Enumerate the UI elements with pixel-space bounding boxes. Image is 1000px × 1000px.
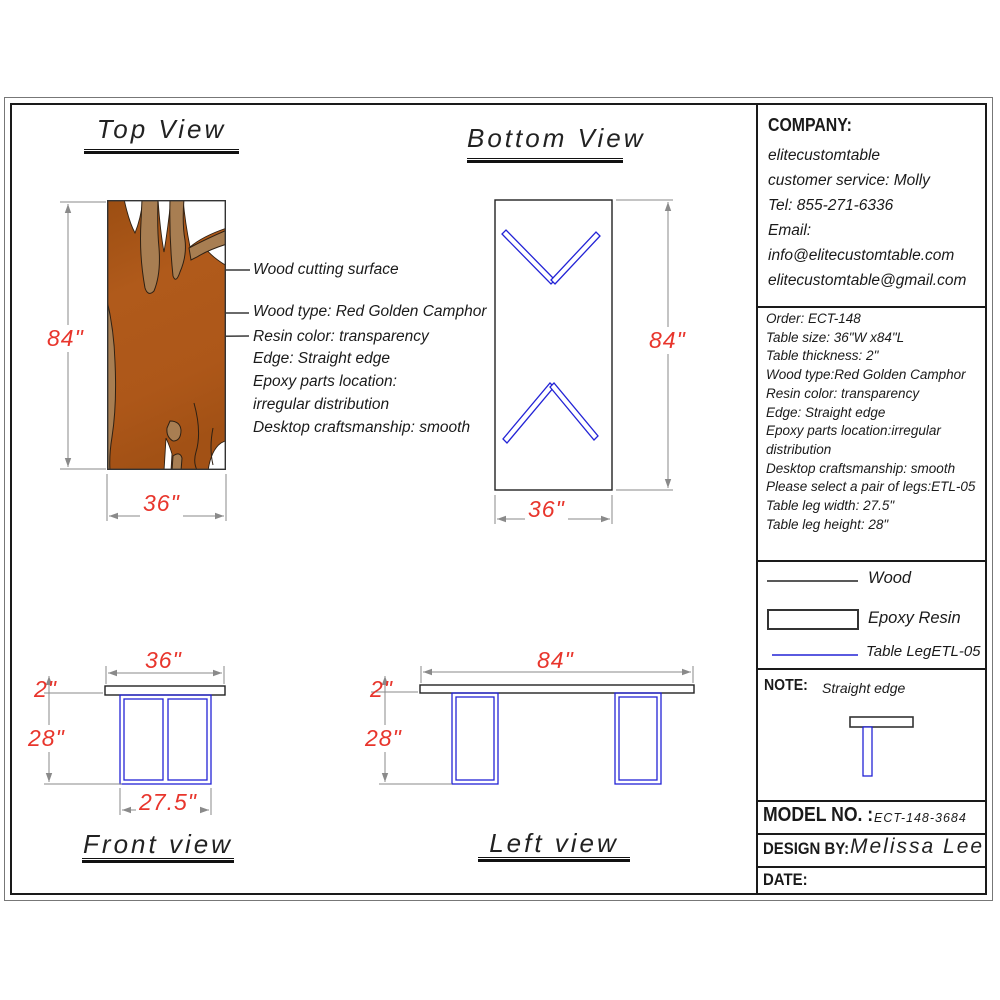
model-number-value: ECT-148-3684 xyxy=(874,811,967,825)
front-view-leg-width-dim: 27.5" xyxy=(136,789,200,816)
company-email-label: Email: xyxy=(768,222,812,239)
order-epoxy-location: Epoxy parts location:irregular xyxy=(766,423,941,438)
model-number-label: MODEL NO. : xyxy=(763,804,874,826)
top-view-width-dim: 36" xyxy=(140,490,183,517)
bottom-view-drawing xyxy=(495,200,673,524)
top-view-title: Top View xyxy=(96,114,227,144)
bottom-view-width-dim: 36" xyxy=(525,496,568,523)
left-view-legs xyxy=(452,693,661,784)
order-edge: Edge: Straight edge xyxy=(766,405,886,420)
order-leg-width: Table leg width: 27.5" xyxy=(766,498,895,513)
front-view-thickness-dim: 2" xyxy=(34,676,57,702)
note-text: Straight edge xyxy=(822,680,906,696)
left-view-title-underline xyxy=(478,857,630,862)
left-view-tabletop xyxy=(420,685,694,693)
front-view-tabletop xyxy=(105,686,225,695)
annotation-wood-cutting-surface: Wood cutting surface xyxy=(253,261,399,278)
order-wood-type: Wood type:Red Golden Camphor xyxy=(766,367,966,382)
annotation-irregular-distribution: irregular distribution xyxy=(253,396,390,413)
front-view-title: Front view xyxy=(83,829,233,859)
left-view-drawing xyxy=(371,666,694,784)
top-view-title-underline xyxy=(84,149,239,154)
top-view-wood-slab xyxy=(107,200,226,470)
left-view-title: Left view xyxy=(489,828,619,858)
legend-wood-label: Wood xyxy=(868,569,912,587)
legend-table-leg-label: Table LegETL-05 xyxy=(866,643,981,660)
front-view-title-underline xyxy=(82,858,234,863)
order-legs-selection: Please select a pair of legs:ETL-05 xyxy=(766,479,976,494)
company-tel: Tel: 855-271-6336 xyxy=(768,197,894,214)
order-craftsmanship: Desktop craftsmanship: smooth xyxy=(766,461,956,476)
order-epoxy-location-2: distribution xyxy=(766,442,832,457)
bottom-view-title-underline xyxy=(467,158,623,163)
front-view-legs xyxy=(120,695,211,784)
front-view-leg-height-dim: 28" xyxy=(25,725,68,752)
company-customer-service: customer service: Molly xyxy=(768,172,930,189)
legend-epoxy-label: Epoxy Resin xyxy=(868,609,961,627)
order-table-size: Table size: 36"W x84"L xyxy=(766,330,905,345)
company-email-1: info@elitecustomtable.com xyxy=(768,247,955,264)
note-tabletop-profile xyxy=(850,717,913,727)
bottom-view-title: Bottom View xyxy=(467,123,646,153)
top-view-height-dim: 84" xyxy=(44,325,87,352)
annotation-epoxy-location: Epoxy parts location: xyxy=(253,373,397,390)
design-by-value: Melissa Lee xyxy=(850,835,985,858)
legend-epoxy-swatch xyxy=(768,610,858,629)
bottom-view-height-dim: 84" xyxy=(646,327,689,354)
annotation-resin-color: Resin color: transparency xyxy=(253,328,429,345)
order-number: Order: ECT-148 xyxy=(766,311,861,326)
annotation-wood-type: Wood type: Red Golden Camphor xyxy=(253,303,487,320)
left-view-thickness-dim: 2" xyxy=(370,676,393,702)
annotation-desktop-craftsmanship: Desktop craftsmanship: smooth xyxy=(253,419,471,436)
note-leg-profile xyxy=(863,727,872,776)
left-view-leg-height-dim: 28" xyxy=(362,725,405,752)
date-label: DATE: xyxy=(763,870,808,889)
left-view-dimension-lines xyxy=(371,666,693,784)
legend-symbols xyxy=(767,581,858,655)
order-leg-height: Table leg height: 28" xyxy=(766,517,889,532)
order-table-thickness: Table thickness: 2" xyxy=(766,348,879,363)
note-heading: NOTE: xyxy=(764,677,808,694)
company-heading: COMPANY: xyxy=(768,115,852,135)
design-by-label: DESIGN BY: xyxy=(763,839,850,858)
company-email-2: elitecustomtable@gmail.com xyxy=(768,272,967,289)
annotation-edge: Edge: Straight edge xyxy=(253,350,391,367)
left-view-length-dim: 84" xyxy=(537,647,574,673)
front-view-width-dim: 36" xyxy=(145,647,182,673)
note-edge-profile-drawing xyxy=(850,717,913,776)
order-resin-color: Resin color: transparency xyxy=(766,386,920,401)
company-name: elitecustomtable xyxy=(768,147,881,164)
